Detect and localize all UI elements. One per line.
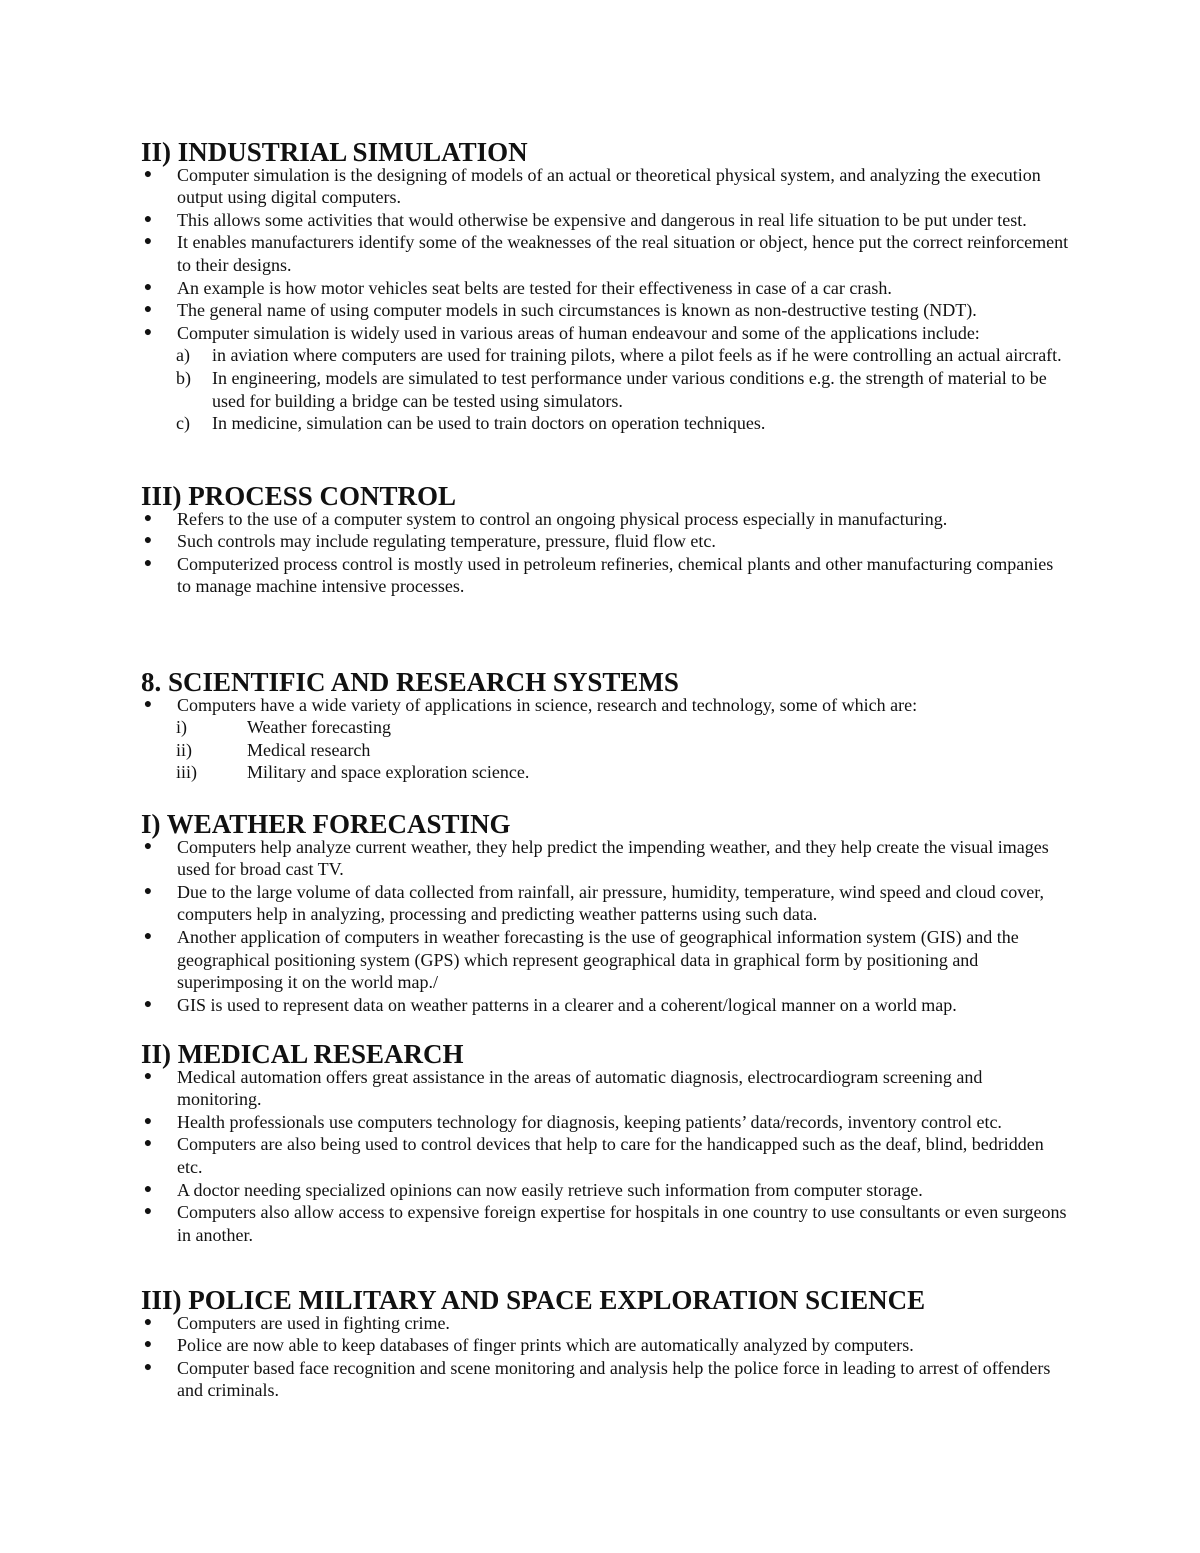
bullet-icon: ● [143, 1337, 153, 1353]
roman-list-text: Medical research [247, 739, 371, 760]
list-item-text: Computer based face recognition and scene monitoring and analysis help the police force in leading to arrest of offenders and criminals. [177, 1357, 1051, 1401]
list-item [141, 881, 1071, 926]
roman-list-marker: ii) [176, 739, 192, 760]
bullet-icon: ● [143, 234, 153, 250]
list-item-text: Police are now able to keep databases of finger prints which are automatically analyzed by computers. [177, 1335, 914, 1356]
sub-list-item [141, 367, 1071, 412]
roman-list-text: Weather forecasting [247, 717, 391, 738]
list-item [141, 1133, 1071, 1178]
bullet-icon: ● [143, 555, 153, 571]
bullet-icon: ● [143, 166, 153, 182]
list-item-text: Medical automation offers great assistance in the areas of automatic diagnosis, electrocardiogram screening and monitoring. [177, 1066, 983, 1110]
bullet-icon: ● [143, 533, 153, 549]
bullet-list [141, 836, 1071, 1017]
list-item [141, 1179, 1071, 1202]
sub-list-item [141, 412, 1071, 435]
list-item-text: Computers have a wide variety of applications in science, research and technology, some of which are: [177, 694, 918, 715]
list-item [141, 553, 1071, 598]
list-item [141, 508, 1071, 531]
list-item-text: It enables manufacturers identify some of the weaknesses of the real situation or object, hence put the correct reinforcement to their designs. [177, 232, 1069, 275]
sub-list-text: in aviation where computers are used for training pilots, where a pilot feels as if he were controlling an actual aircraft. [212, 345, 1062, 366]
list-item-text: Health professionals use computers technology for diagnosis, keeping patients’ data/records, inventory control etc. [177, 1111, 1002, 1132]
sub-list-marker: c) [176, 413, 190, 434]
bullet-icon: ● [143, 883, 153, 899]
list-item-text: Computers also allow access to expensive foreign expertise for hospitals in one country to use consultants or even surgeons in another. [177, 1202, 1067, 1245]
bullet-list [141, 1312, 1071, 1402]
list-item [141, 1357, 1071, 1402]
section-medical-research [141, 1039, 1071, 1246]
section-heading: III) POLICE MILITARY AND SPACE EXPLORATION SCIENCE [141, 1285, 926, 1315]
list-item [141, 530, 1071, 553]
bullet-icon: ● [143, 1181, 153, 1197]
section-heading: 8. SCIENTIFIC AND RESEARCH SYSTEMS [141, 667, 679, 697]
list-item [141, 1334, 1071, 1357]
bullet-icon: ● [143, 1068, 153, 1084]
list-item [141, 1066, 1071, 1111]
list-item-text: Another application of computers in weather forecasting is the use of geographical information system (GIS) and the geographical positioning system (GPS) which represent geographical data in graphical form by positioning and superimposing it on the world map./ [177, 926, 1019, 993]
roman-list-item [141, 739, 1071, 762]
bullet-icon: ● [143, 996, 153, 1012]
section-heading: I) WEATHER FORECASTING [141, 809, 511, 839]
list-item [141, 1111, 1071, 1134]
list-item [141, 299, 1071, 322]
bullet-list [141, 1066, 1071, 1247]
bullet-icon: ● [143, 1359, 153, 1375]
list-item-text: This allows some activities that would otherwise be expensive and dangerous in real life situation to be put under test. [177, 209, 1027, 230]
list-item [141, 209, 1071, 232]
sub-list-marker: a) [176, 345, 190, 366]
section-industrial-simulation [141, 137, 1071, 435]
bullet-icon: ● [143, 838, 153, 854]
section-police-military-space [141, 1285, 1071, 1402]
section-weather-forecasting [141, 809, 1071, 1016]
bullet-icon: ● [143, 928, 153, 944]
sub-list-text: In medicine, simulation can be used to train doctors on operation techniques. [212, 413, 766, 434]
bullet-icon: ● [143, 279, 153, 295]
list-item-text: Computers are also being used to control devices that help to care for the handicapped such as the deaf, blind, bedridden etc. [177, 1134, 1044, 1177]
section-process-control [141, 481, 1071, 598]
roman-list-item [141, 761, 1071, 784]
sub-list-marker: b) [176, 367, 191, 388]
list-item [141, 322, 1071, 345]
bullet-icon: ● [143, 510, 153, 526]
list-item-text: The general name of using computer models in such circumstances is known as non-destructive testing (NDT). [177, 300, 977, 321]
list-item [141, 926, 1071, 994]
bullet-icon: ● [143, 696, 153, 712]
section-heading: III) PROCESS CONTROL [141, 481, 457, 511]
sub-list-item [141, 344, 1071, 367]
list-item [141, 277, 1071, 300]
bullet-icon: ● [143, 1113, 153, 1129]
list-item [141, 1201, 1071, 1246]
list-item [141, 994, 1071, 1017]
list-item-text: Due to the large volume of data collected from rainfall, air pressure, humidity, temperature, wind speed and cloud cover, computers help in analyzing, processing and predicting weather patterns using such data. [177, 881, 1044, 925]
list-item [141, 164, 1071, 209]
list-item-text: Computerized process control is mostly used in petroleum refineries, chemical plants and other manufacturing companies to manage machine intensive processes. [177, 553, 1054, 597]
list-item-text: Computer simulation is the designing of models of an actual or theoretical physical system, and analyzing the execution output using digital computers. [177, 164, 1041, 208]
list-item-text: Such controls may include regulating temperature, pressure, fluid flow etc. [177, 531, 716, 552]
bullet-icon: ● [143, 324, 153, 340]
list-item-text: Refers to the use of a computer system to control an ongoing physical process especially in manufacturing. [177, 508, 948, 529]
list-item [141, 1312, 1071, 1335]
section-scientific-research [141, 667, 1071, 784]
roman-list-marker: i) [176, 717, 187, 738]
bullet-list [141, 508, 1071, 598]
bullet-icon: ● [143, 302, 153, 318]
bullet-list [141, 164, 1071, 345]
bullet-icon: ● [143, 211, 153, 227]
list-item-text: Computer simulation is widely used in various areas of human endeavour and some of the applications include: [177, 322, 980, 343]
list-item-text: Computers help analyze current weather, they help predict the impending weather, and they help create the visual images used for broad cast TV. [177, 836, 1049, 880]
section-heading: II) MEDICAL RESEARCH [141, 1039, 464, 1069]
list-item [141, 231, 1071, 276]
list-item [141, 836, 1071, 881]
list-item [141, 694, 1071, 717]
list-item-text: An example is how motor vehicles seat belts are tested for their effectiveness in case of a car crash. [177, 277, 892, 298]
roman-list-text: Military and space exploration science. [247, 762, 530, 783]
roman-list-item [141, 716, 1071, 739]
list-item-text: Computers are used in fighting crime. [177, 1312, 450, 1333]
bullet-list [141, 694, 1071, 717]
section-heading: II) INDUSTRIAL SIMULATION [141, 137, 528, 167]
bullet-icon: ● [143, 1136, 153, 1152]
bullet-icon: ● [143, 1204, 153, 1220]
roman-list-marker: iii) [176, 762, 197, 783]
list-item-text: GIS is used to represent data on weather patterns in a clearer and a coherent/logical manner on a world map. [177, 994, 957, 1015]
bullet-icon: ● [143, 1314, 153, 1330]
list-item-text: A doctor needing specialized opinions can now easily retrieve such information from computer storage. [177, 1179, 923, 1200]
sub-list-text: In engineering, models are simulated to test performance under various conditions e.g. the strength of material to be used for building a bridge can be tested using simulators. [212, 367, 1047, 411]
